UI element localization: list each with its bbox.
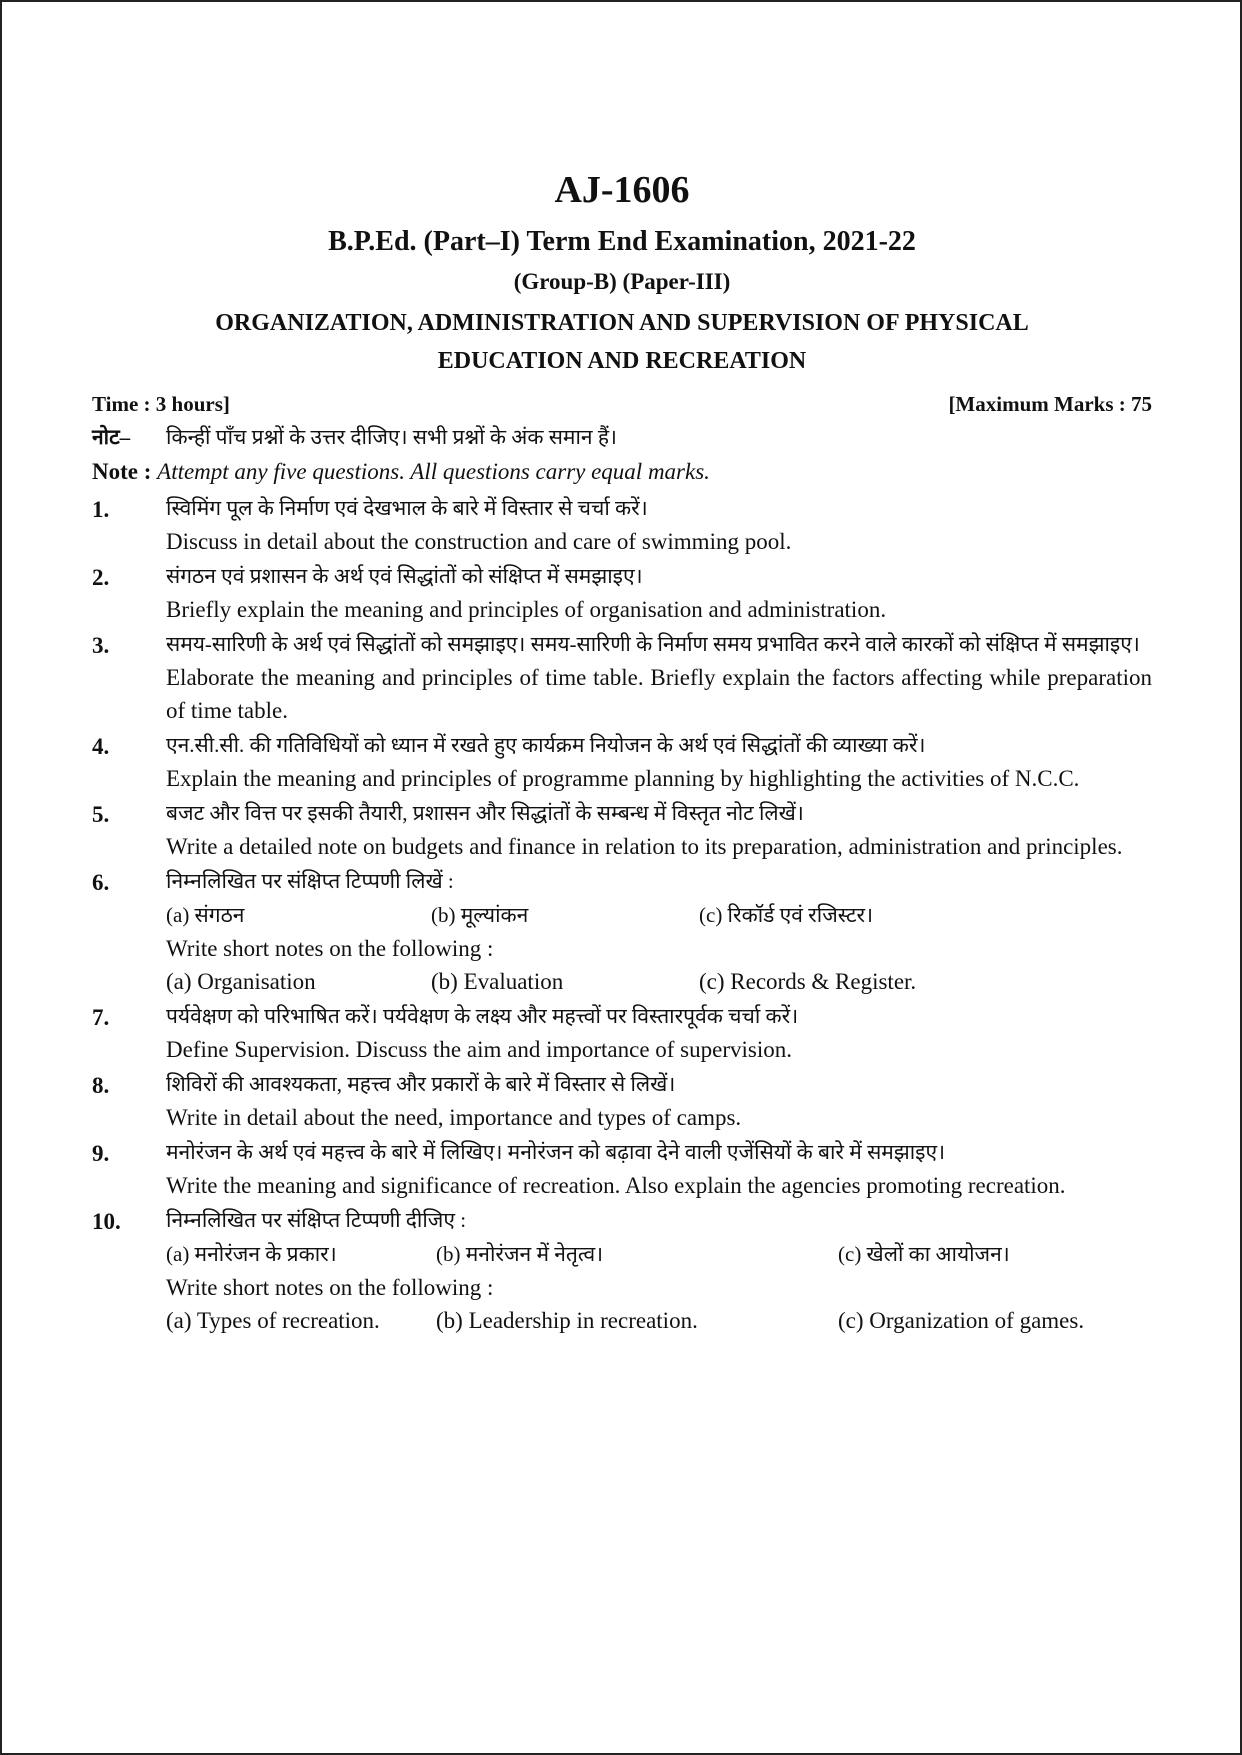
question-number: 4.	[92, 734, 110, 759]
options-hindi	[166, 1237, 1152, 1271]
options-hindi	[166, 898, 1152, 932]
option-a-hindi: (a) संगठन	[166, 903, 245, 927]
question-1	[92, 491, 1152, 558]
question-text-hindi: निम्नलिखित पर संक्षिप्त टिप्पणी लिखें :	[166, 869, 454, 893]
question-text-english: Write the meaning and significance of recreation. Also explain the agencies promoting recreation.	[166, 1173, 1066, 1198]
note-english	[92, 454, 1152, 490]
question-5	[92, 796, 1152, 863]
question-number: 6.	[92, 870, 110, 895]
paper-content	[92, 162, 1152, 1337]
question-7	[92, 999, 1152, 1066]
exam-title: B.P.Ed. (Part–I) Term End Examination, 2021-22	[328, 226, 916, 257]
question-text-english: Write in detail about the need, importance and types of camps.	[166, 1105, 742, 1130]
subject-title-line1: ORGANIZATION, ADMINISTRATION AND SUPERVISION OF PHYSICAL	[215, 310, 1029, 336]
subject-title-line2: EDUCATION AND RECREATION	[437, 348, 807, 374]
question-9	[92, 1135, 1152, 1202]
question-text-english: Write a detailed note on budgets and finance in relation to its preparation, administration and principles.	[166, 834, 1123, 859]
option-a-english: (a) Types of recreation.	[166, 1308, 380, 1333]
question-number: 3.	[92, 633, 110, 658]
question-6	[92, 864, 1152, 998]
option-c-hindi: (c) खेलों का आयोजन।	[838, 1242, 1010, 1266]
question-number: 1.	[92, 497, 110, 522]
question-number: 7.	[92, 1005, 110, 1030]
option-b-english: (b) Evaluation	[431, 969, 564, 994]
time-allowed: Time : 3 hours]	[92, 392, 230, 416]
paper-code: AJ-1606	[554, 169, 690, 211]
question-text-english: Briefly explain the meaning and principles of organisation and administration.	[166, 597, 887, 622]
question-8	[92, 1067, 1152, 1134]
question-2	[92, 559, 1152, 626]
question-text-english: Write short notes on the following :	[166, 936, 494, 961]
note-hindi-label: नोट–	[92, 425, 131, 449]
question-4	[92, 728, 1152, 795]
question-text-english: Write short notes on the following :	[166, 1275, 494, 1300]
question-text-english: Explain the meaning and principles of programme planning by highlighting the activities of N.C.C.	[166, 766, 1080, 791]
question-text-hindi: बजट और वित्त पर इसकी तैयारी, प्रशासन और सिद्धांतों के सम्बन्ध में विस्तृत नोट लिखें।	[166, 801, 804, 825]
maximum-marks: [Maximum Marks : 75	[948, 392, 1152, 416]
question-number: 9.	[92, 1141, 110, 1166]
question-text-english: Elaborate the meaning and principles of time table. Briefly explain the factors affecting while preparation of time table.	[166, 665, 1152, 723]
option-b-english: (b) Leadership in recreation.	[436, 1308, 698, 1333]
question-text-english: Discuss in detail about the construction and care of swimming pool.	[166, 529, 792, 554]
question-text-hindi: पर्यवेक्षण को परिभाषित करें। पर्यवेक्षण के लक्ष्य और महत्त्वों पर विस्तारपूर्वक चर्चा करें।	[166, 1004, 799, 1028]
question-text-hindi: स्विमिंग पूल के निर्माण एवं देखभाल के बारे में विस्तार से चर्चा करें।	[166, 496, 648, 520]
option-b-hindi: (b) मनोरंजन में नेतृत्व।	[436, 1242, 604, 1266]
note-hindi-text: किन्हीं पाँच प्रश्नों के उत्तर दीजिए। सभी प्रश्नों के अंक समान हैं।	[166, 425, 617, 449]
question-text-english: Define Supervision. Discuss the aim and importance of supervision.	[166, 1037, 792, 1062]
question-text-hindi: शिविरों की आवश्यकता, महत्त्व और प्रकारों के बारे में विस्तार से लिखें।	[166, 1072, 676, 1096]
option-c-english: (c) Organization of games.	[838, 1308, 1085, 1333]
question-text-hindi: मनोरंजन के अर्थ एवं महत्त्व के बारे में लिखिए। मनोरंजन को बढ़ावा देने वाली एजेंसियों के बारे में समझाइए।	[166, 1140, 946, 1164]
note-english-text: Attempt any five questions. All questions carry equal marks.	[157, 459, 710, 484]
question-text-hindi: निम्नलिखित पर संक्षिप्त टिप्पणी दीजिए :	[166, 1208, 467, 1232]
question-10	[92, 1203, 1152, 1337]
question-text-hindi: एन.सी.सी. की गतिविधियों को ध्यान में रखते हुए कार्यक्रम नियोजन के अर्थ एवं सिद्धांतों की व्याख्या करें।	[166, 733, 926, 757]
group-paper: (Group-B) (Paper-III)	[513, 269, 731, 294]
question-3	[92, 627, 1152, 727]
option-a-english: (a) Organisation	[166, 969, 316, 994]
note-hindi	[92, 420, 1152, 454]
note-english-label: Note :	[92, 459, 152, 484]
question-text-hindi: संगठन एवं प्रशासन के अर्थ एवं सिद्धांतों को संक्षिप्त में समझाइए।	[166, 564, 643, 588]
option-c-english: (c) Records & Register.	[699, 969, 917, 994]
question-number: 10.	[92, 1209, 121, 1234]
question-number: 8.	[92, 1073, 110, 1098]
option-b-hindi: (b) मूल्यांकन	[431, 903, 529, 927]
time-marks-row	[92, 388, 1152, 420]
question-number: 2.	[92, 565, 110, 590]
option-a-hindi: (a) मनोरंजन के प्रकार।	[166, 1242, 337, 1266]
options-english	[166, 965, 1152, 998]
question-text-hindi: समय-सारिणी के अर्थ एवं सिद्धांतों को समझाइए। समय-सारिणी के निर्माण समय प्रभावित करने वाले कारकों को संक्षिप्त में समझाइए।	[166, 632, 1140, 656]
option-c-hindi: (c) रिकॉर्ड एवं रजिस्टर।	[699, 903, 874, 927]
options-english	[166, 1304, 1152, 1337]
question-number: 5.	[92, 802, 110, 827]
